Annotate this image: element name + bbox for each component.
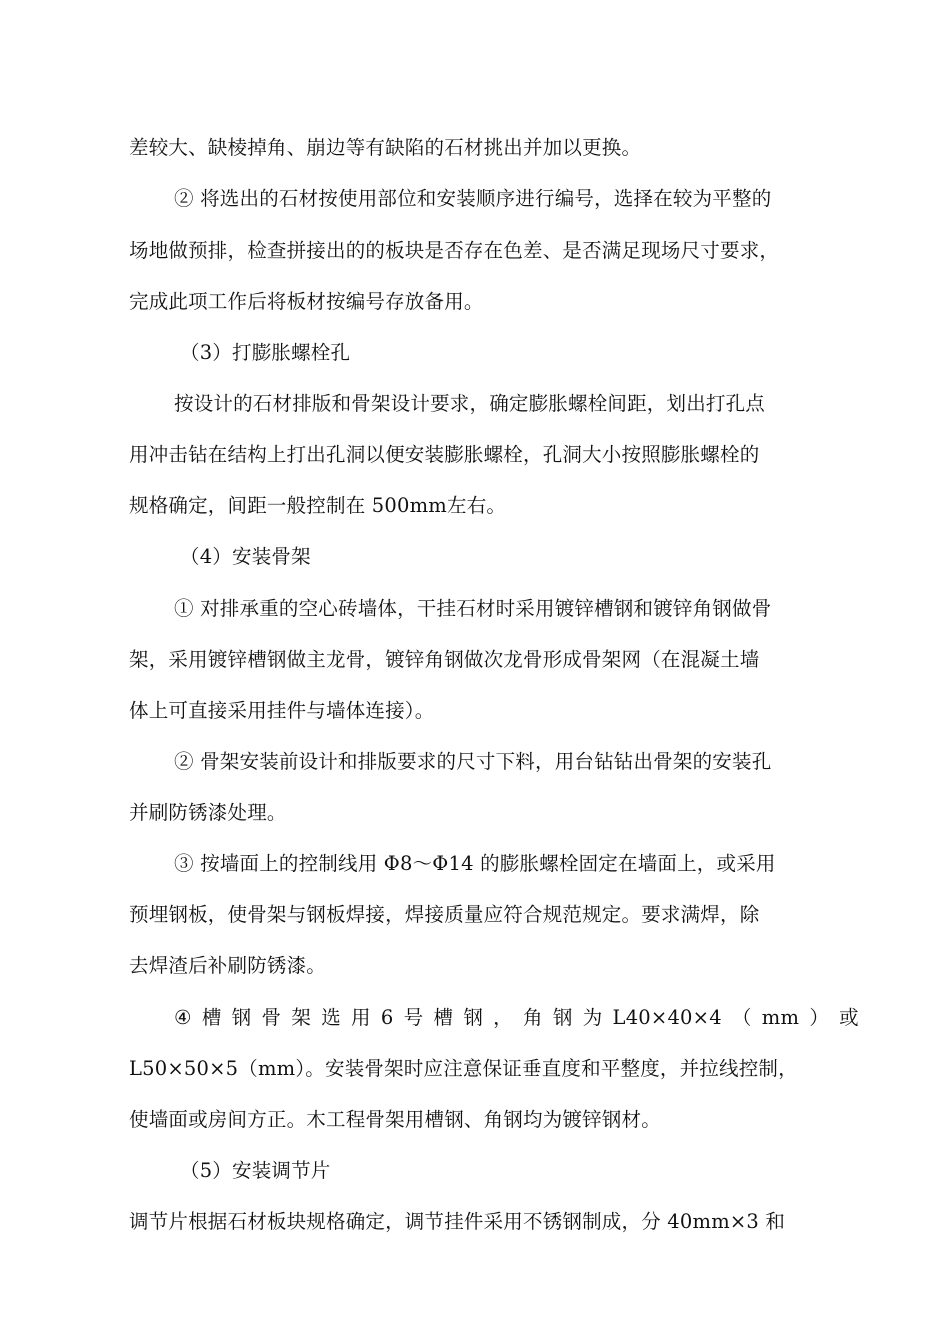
paragraph-line: 预埋钢板，使骨架与钢板焊接，焊接质量应符合规范规定。要求满焊，除 [129, 903, 760, 926]
paragraph-line: 去焊渣后补刷防锈漆。 [129, 954, 327, 977]
spaced-word: （ [731, 1006, 752, 1029]
spaced-word: 钢 [463, 1006, 484, 1029]
spaced-word: 骨 [261, 1006, 282, 1029]
spaced-word: 6 [380, 1006, 394, 1029]
paragraph-line: 用冲击钻在结构上打出孔洞以便安装膨胀螺栓，孔洞大小按照膨胀螺栓的 [129, 443, 760, 466]
paragraph-line: ② 将选出的石材按使用部位和安装顺序进行编号，选择在较为平整的 [174, 187, 772, 210]
paragraph-line: 差较大、缺棱掉角、崩边等有缺陷的石材挑出并加以更换。 [129, 136, 642, 159]
spaced-word: ④ [174, 1006, 192, 1029]
paragraph-line: ③ 按墙面上的控制线用 Φ8～Φ14 的膨胀螺栓固定在墙面上，或采用 [174, 852, 776, 875]
spaced-word: 角 [523, 1006, 543, 1029]
paragraph-line: 规格确定，间距一般控制在 500mm左右。 [129, 494, 507, 517]
spaced-word: 架 [291, 1006, 312, 1029]
paragraph-line: 调节片根据石材板块规格确定，调节挂件采用不锈钢制成，分 40mm×3 和 [129, 1210, 786, 1233]
paragraph-line: ① 对排承重的空心砖墙体，干挂石材时采用镀锌槽钢和镀锌角钢做骨 [174, 597, 772, 620]
paragraph-line: 按设计的石材排版和骨架设计要求，确定膨胀螺栓间距，划出打孔点 [174, 392, 766, 415]
spaced-word: 槽 [433, 1006, 454, 1029]
paragraph-line: L50×50×5（mm）。安装骨架时应注意保证垂直度和平整度，并拉线控制， [129, 1057, 798, 1080]
spaced-word: 钢 [552, 1006, 573, 1029]
spaced-word: ） [809, 1006, 830, 1029]
spaced-word: 钢 [231, 1006, 252, 1029]
spaced-word: 用 [351, 1006, 371, 1029]
paragraph-line: 场地做预排，检查拼接出的的板块是否存在色差、是否满足现场尺寸要求， [129, 239, 780, 262]
spaced-word: mm [761, 1006, 800, 1029]
spaced-word: 或 [839, 1006, 859, 1029]
paragraph-line: 并刷防锈漆处理。 [129, 801, 287, 824]
paragraph-line: 体上可直接采用挂件与墙体连接）。 [129, 699, 435, 722]
section-heading: （4）安装骨架 [180, 545, 311, 568]
paragraph-line: 使墙面或房间方正。木工程骨架用槽钢、角钢均为镀锌钢材。 [129, 1108, 661, 1131]
paragraph-line: 完成此项工作后将板材按编号存放备用。 [129, 290, 484, 313]
spaced-word: 槽 [201, 1006, 222, 1029]
paragraph-line: 架，采用镀锌槽钢做主龙骨，镀锌角钢做次龙骨形成骨架网（在混凝土墙 [129, 648, 760, 671]
spaced-word: ， [493, 1006, 513, 1029]
spaced-word: 选 [321, 1006, 341, 1029]
section-heading: （3）打膨胀螺栓孔 [180, 341, 351, 364]
justified-paragraph-line [174, 1005, 859, 1031]
spaced-word: L40×40×4 [612, 1006, 722, 1029]
section-heading: （5）安装调节片 [180, 1159, 331, 1182]
paragraph-line: ② 骨架安装前设计和排版要求的尺寸下料，用台钻钻出骨架的安装孔 [174, 750, 772, 773]
spaced-word: 号 [403, 1006, 424, 1029]
spaced-word: 为 [582, 1006, 603, 1029]
